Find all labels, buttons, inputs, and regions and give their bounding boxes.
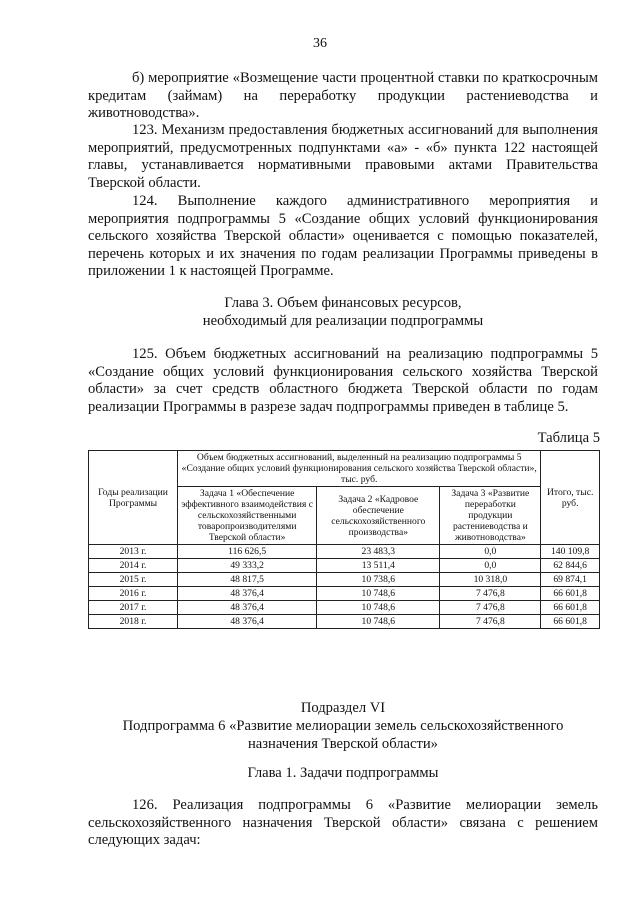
cell-task2: 10 748,6 (317, 587, 440, 601)
subprogram-title-line1: Подпрограмма 6 «Развитие мелиорации земель сельскохозяйственного (122, 718, 564, 734)
cell-year: 2018 г. (89, 615, 178, 629)
cell-year: 2013 г. (89, 545, 178, 559)
cell-total: 66 601,8 (541, 587, 600, 601)
cell-total: 69 874,1 (541, 573, 600, 587)
table-row (89, 587, 600, 601)
cell-task3: 7 476,8 (440, 587, 541, 601)
cell-task1: 116 626,5 (178, 545, 317, 559)
cell-task3: 7 476,8 (440, 615, 541, 629)
cell-task3: 0,0 (440, 559, 541, 573)
header-group: Объем бюджетных ассигнований, выделенный на реализацию подпрограммы 5 «Создание общих условий функционирования сельского хозяйства Тверской области», тыс. руб. (178, 451, 541, 487)
cell-task1: 48 817,5 (178, 573, 317, 587)
paragraph-measure-b: б) мероприятие «Возмещение части процентной ставки по краткосрочным кредитам (займам) на переработку продукции растениеводства и животноводства». (88, 70, 598, 122)
header-task1: Задача 1 «Обеспечение эффективного взаимодействия с сельскохозяйственными товаропроизводителями Тверской области» (178, 487, 317, 545)
header-total: Итого, тыс. руб. (541, 451, 600, 545)
table-caption: Таблица 5 (537, 430, 600, 446)
cell-task1: 48 376,4 (178, 601, 317, 615)
chapter3-heading-line1: Глава 3. Объем финансовых ресурсов, (224, 295, 462, 311)
paragraph-124: 124. Выполнение каждого административного мероприятия и мероприятия подпрограммы 5 «Создание общих условий функционирования сельского хозяйства Тверской области» оценивается с помощью показателей, перечень которых и их значения по годам реализации Программы приведены в приложении 1 к настоящей Программе. (88, 193, 598, 280)
header-task2: Задача 2 «Кадровое обеспечение сельскохозяйственного производства» (317, 487, 440, 545)
paragraph-126: 126. Реализация подпрограммы 6 «Развитие мелиорации земель сельскохозяйственного назначения Тверской области» связана с решением следующих задач: (88, 797, 598, 849)
table-row (89, 615, 600, 629)
subsection-heading (88, 699, 598, 753)
table-row (89, 559, 600, 573)
table-row (89, 545, 600, 559)
cell-total: 62 844,6 (541, 559, 600, 573)
budget-table (88, 450, 600, 629)
cell-total: 66 601,8 (541, 601, 600, 615)
table-row (89, 573, 600, 587)
cell-year: 2017 г. (89, 601, 178, 615)
subsection-title: Подраздел VI (300, 700, 386, 716)
header-years: Годы реализации Программы (89, 451, 178, 545)
cell-task1: 48 376,4 (178, 587, 317, 601)
cell-task2: 10 748,6 (317, 601, 440, 615)
cell-total: 140 109,8 (541, 545, 600, 559)
cell-year: 2014 г. (89, 559, 178, 573)
cell-total: 66 601,8 (541, 615, 600, 629)
cell-task3: 0,0 (440, 545, 541, 559)
header-task3: Задача 3 «Развитие переработки продукции растениеводства и животноводства» (440, 487, 541, 545)
paragraph-123: 123. Механизм предоставления бюджетных ассигнований для выполнения мероприятий, предусмотренных подпунктами «а» - «б» пункта 122 настоящей главы, устанавливается нормативными правовыми актами Правительства Тверской области. (88, 122, 598, 191)
table-header-row (89, 451, 600, 487)
table-row (89, 601, 600, 615)
cell-year: 2016 г. (89, 587, 178, 601)
cell-task1: 49 333,2 (178, 559, 317, 573)
cell-task1: 48 376,4 (178, 615, 317, 629)
cell-task3: 7 476,8 (440, 601, 541, 615)
cell-task3: 10 318,0 (440, 573, 541, 587)
cell-task2: 10 738,6 (317, 573, 440, 587)
subprogram-title-line2: назначения Тверской области» (248, 736, 438, 752)
paragraph-125: 125. Объем бюджетных ассигнований на реализацию подпрограммы 5 «Создание общих условий функционирования сельского хозяйства Тверской области» за счет средств областного бюджета Тверской области по годам реализации Программы в разрезе задач подпрограммы приведен в таблице 5. (88, 346, 598, 415)
cell-year: 2015 г. (89, 573, 178, 587)
cell-task2: 10 748,6 (317, 615, 440, 629)
chapter3-heading-line2: необходимый для реализации подпрограммы (202, 313, 484, 329)
chapter1-heading: Глава 1. Задачи подпрограммы (247, 765, 439, 781)
chapter3-heading (88, 294, 598, 330)
cell-task2: 13 511,4 (317, 559, 440, 573)
page-number: 36 (313, 36, 327, 51)
cell-task2: 23 483,3 (317, 545, 440, 559)
